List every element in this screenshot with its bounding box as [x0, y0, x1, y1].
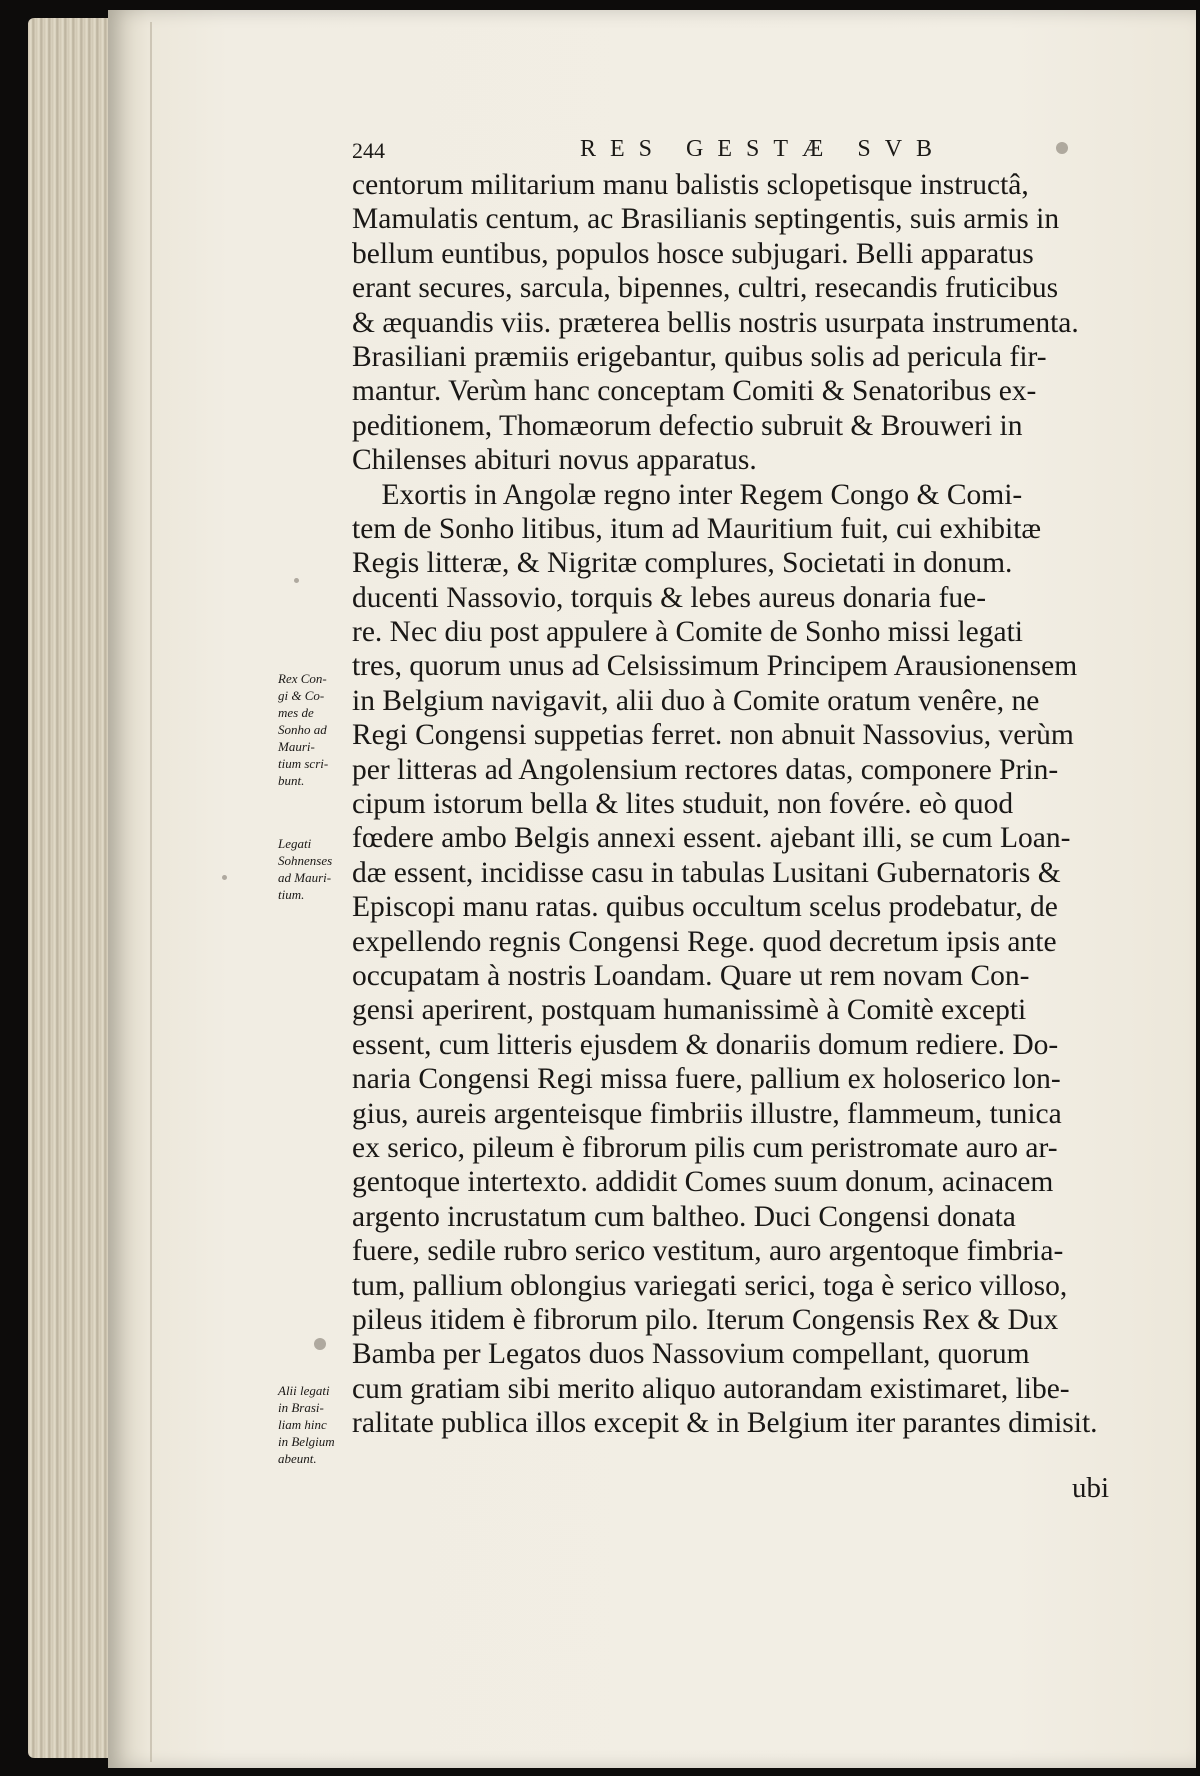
text-line: mantur. Verùm hanc conceptam Comiti & Senatoribus ex-: [352, 375, 1037, 408]
margin-note-line: Alii legati: [278, 1383, 330, 1398]
paper-speck: [294, 578, 299, 583]
text-line: Mamulatis centum, ac Brasilianis septingentis, suis armis in: [352, 203, 1060, 236]
text-line: Episcopi manu ratas. quibus occultum scelus prodebatur, de: [352, 891, 1058, 924]
margin-note: [278, 835, 340, 903]
running-title: RES GESTÆ SVB: [580, 136, 947, 162]
text-line: erant secures, sarcula, bipennes, cultri, resecandis fruticibus: [352, 272, 1059, 305]
margin-note-line: abeunt.: [278, 1451, 317, 1466]
text-line: ralitate publica illos excepit & in Belgium iter parantes dimisit.: [352, 1407, 1098, 1440]
paper-speck: [314, 1338, 326, 1350]
margin-note-line: ad Mauri-: [278, 870, 332, 885]
text-line: argento incrustatum cum baltheo. Duci Congensi donata: [352, 1200, 1016, 1233]
margin-note-line: Sohnenses: [278, 853, 333, 868]
text-line: tem de Sonho litibus, itum ad Mauritium fuit, cui exhibitæ: [352, 512, 1042, 545]
margin-note-line: Sonho ad: [278, 722, 327, 737]
text-line: ducenti Nassovio, torquis & lebes aureus donaria fue-: [352, 581, 987, 614]
text-line: tum, pallium oblongius variegati serici, toga è serico villoso,: [352, 1269, 1068, 1302]
text-line: gentoque intertexto. addidit Comes suum donum, acinacem: [352, 1166, 1054, 1199]
margin-note: [278, 1382, 340, 1467]
text-line: dæ essent, incidisse casu in tabulas Lusitani Gubernatoris &: [352, 856, 1061, 889]
paper-speck: [222, 875, 227, 880]
text-line: ex serico, pileum è fibrorum pilis cum peristromate auro ar-: [352, 1131, 1058, 1164]
margin-note-line: Legati: [278, 836, 312, 851]
text-line: Chilenses abituri novus apparatus.: [352, 444, 757, 477]
text-line: fœdere ambo Belgis annexi essent. ajebant illi, se cum Loan-: [352, 822, 1071, 855]
text-line: peditionem, Thomæorum defectio subruit & Brouweri in: [352, 409, 1023, 442]
text-line: occupatam à nostris Loandam. Quare ut rem novam Con-: [352, 959, 1030, 992]
text-line: in Belgium navigavit, alii duo à Comite oratum venêre, ne: [352, 684, 1040, 717]
text-line: bellum euntibus, populos hosce subjugari. Belli apparatus: [352, 237, 1034, 270]
text-line: pileus itidem è fibrorum pilo. Iterum Congensis Rex & Dux: [352, 1303, 1059, 1336]
margin-note-line: Mauri-: [278, 739, 315, 754]
catchword: ubi: [1072, 1472, 1110, 1504]
text-line: centorum militarium manu balistis sclopetisque instructâ,: [352, 169, 1029, 201]
text-line: gensi aperirent, postquam humanissimè à Comitè excepti: [352, 994, 1027, 1027]
margin-note-line: bunt.: [278, 773, 305, 788]
margin-note-line: Rex Con-: [278, 671, 327, 686]
text-line: expellendo regnis Congensi Rege. quod decretum ipsis ante: [352, 925, 1057, 958]
text-line: fuere, sedile rubro serico vestitum, auro argentoque fimbria-: [352, 1235, 1064, 1268]
text-line: tres, quorum unus ad Celsissimum Principem Arausionensem: [352, 650, 1078, 683]
text-line: per litteras ad Angolensium rectores datas, componere Prin-: [352, 753, 1059, 786]
body-text: [352, 168, 1114, 1440]
text-line: cipum istorum bella & lites studuit, non fovére. eò quod: [352, 788, 1014, 821]
text-line: Regis litteræ, & Nigritæ complures, Societati in donum.: [352, 547, 1013, 580]
text-line: essent, cum litteris ejusdem & donariis domum rediere. Do-: [352, 1028, 1059, 1061]
margin-note-line: tium.: [278, 887, 305, 902]
text-line: & æquandis viis. præterea bellis nostris usurpata instrumenta.: [352, 306, 1079, 339]
text-line: Bamba per Legatos duos Nassovium compellant, quorum: [352, 1338, 1030, 1371]
margin-note: [278, 670, 340, 789]
margin-note-line: liam hinc: [278, 1417, 327, 1432]
text-line: cum gratiam sibi merito aliquo autorandam existimaret, libe-: [352, 1372, 1070, 1405]
margin-note-line: mes de: [278, 705, 314, 720]
text-line: Brasiliani præmiis erigebantur, quibus solis ad pericula fir-: [352, 340, 1047, 373]
text-line: re. Nec diu post appulere à Comite de Sonho missi legati: [352, 616, 1023, 649]
text-line: gius, aureis argenteisque fimbriis illustre, flammeum, tunica: [352, 1097, 1062, 1130]
margin-note-line: in Brasi-: [278, 1400, 324, 1415]
gutter-line: [150, 22, 152, 1762]
text-line: naria Congensi Regi missa fuere, pallium ex holoserico lon-: [352, 1063, 1061, 1096]
text-line: Regi Congensi suppetias ferret. non abnuit Nassovius, verùm: [352, 719, 1074, 752]
text-line: Exortis in Angolæ regno inter Regem Congo & Comi-: [352, 478, 1023, 511]
margin-note-line: in Belgium: [278, 1434, 335, 1449]
paper-speck: [1056, 142, 1068, 154]
margin-note-line: tium scri-: [278, 756, 329, 771]
page-number: 244: [352, 138, 385, 163]
margin-note-line: gi & Co-: [278, 688, 325, 703]
